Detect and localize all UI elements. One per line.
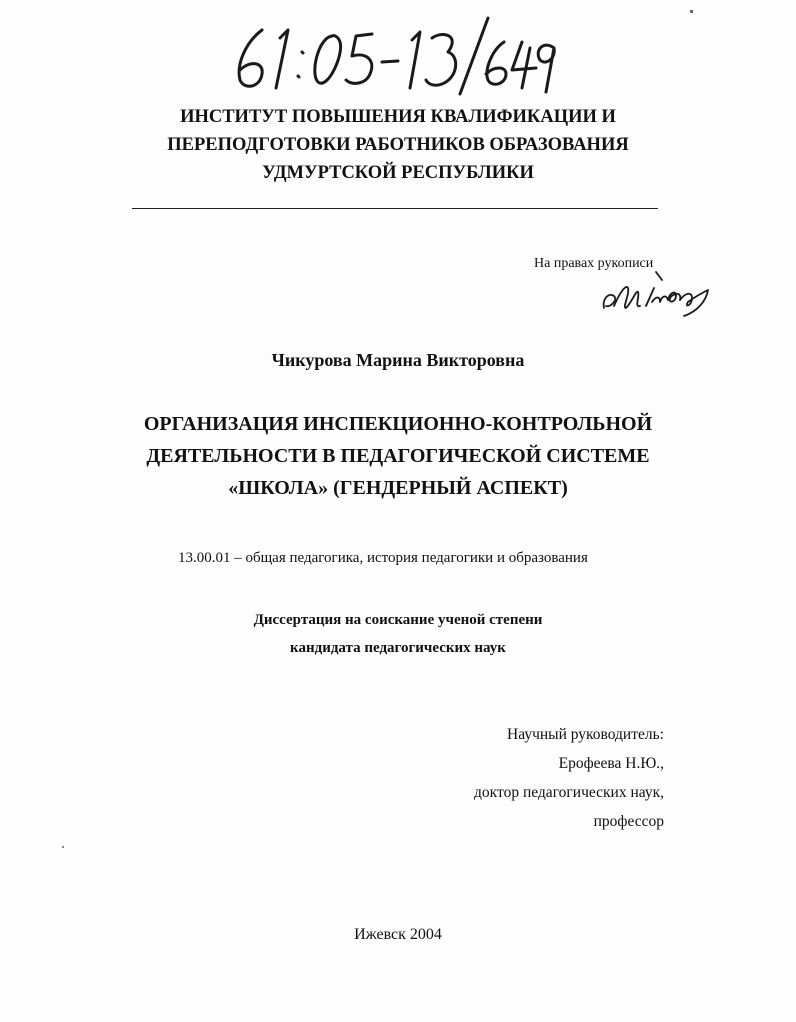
specialty-code: 13.00.01 – общая педагогика, история педагогики и образования <box>178 550 588 566</box>
rights-note: На правах рукописи <box>534 256 654 271</box>
supervisor-title: профессор <box>593 813 664 830</box>
title-line-3: «ШКОЛА» (ГЕНДЕРНЫЙ АСПЕКТ) <box>228 477 568 499</box>
author-name: Чикурова Марина Викторовна <box>271 350 525 370</box>
title-line-1: ОРГАНИЗАЦИЯ ИНСПЕКЦИОННО-КОНТРОЛЬНОЙ <box>143 413 653 435</box>
scan-speck <box>62 846 64 848</box>
supervisor-degree: доктор педагогических наук, <box>474 784 664 801</box>
handwritten-archive-number <box>222 8 562 100</box>
title-line-2: ДЕЯТЕЛЬНОСТИ В ПЕДАГОГИЧЕСКОЙ СИСТЕМЕ <box>146 445 650 467</box>
dissertation-title <box>60 408 736 504</box>
supervisor-label: Научный руководитель: <box>507 726 664 743</box>
header-divider <box>132 208 658 209</box>
institute-name <box>100 103 696 187</box>
signature-drawing <box>596 262 714 322</box>
supervisor-block <box>474 720 664 836</box>
degree-statement <box>100 606 696 662</box>
institute-line-1: ИНСТИТУТ ПОВЫШЕНИЯ КВАЛИФИКАЦИИ И <box>180 107 616 127</box>
supervisor-name: Ерофеева Н.Ю., <box>558 755 664 772</box>
institute-line-3: УДМУРТСКОЙ РЕСПУБЛИКИ <box>262 163 534 183</box>
scan-speck <box>690 10 693 13</box>
archive-number-drawing <box>222 8 562 100</box>
degree-line-1: Диссертация на соискание ученой степени <box>253 612 543 628</box>
city-year: Ижевск 2004 <box>354 926 442 943</box>
institute-line-2: ПЕРЕПОДГОТОВКИ РАБОТНИКОВ ОБРАЗОВАНИЯ <box>167 135 629 155</box>
handwritten-signature <box>596 262 714 322</box>
degree-line-2: кандидата педагогических наук <box>290 640 506 656</box>
